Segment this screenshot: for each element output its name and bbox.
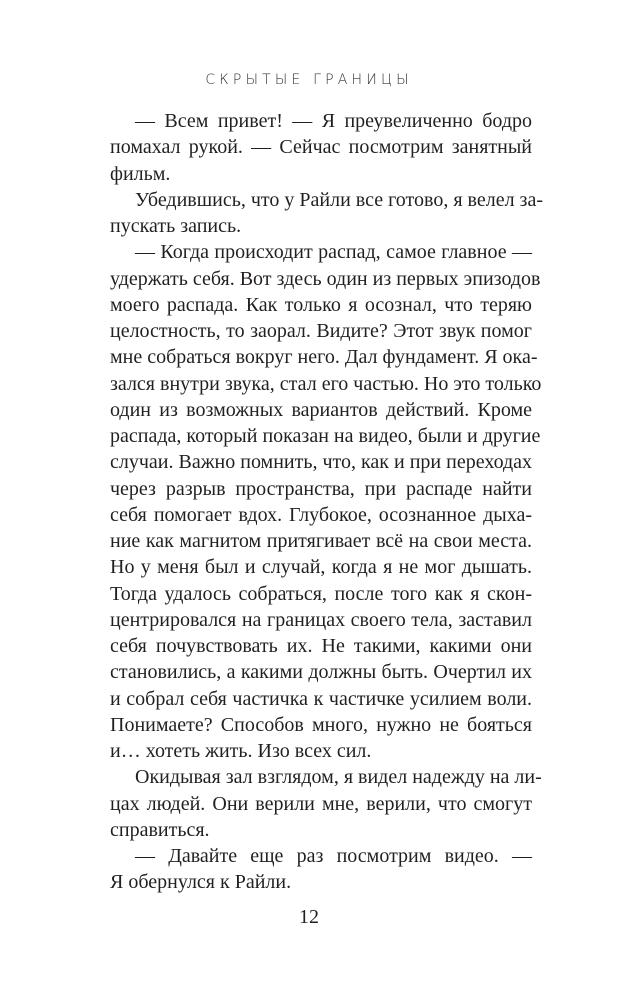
text-line: случаи. Важно помнить, что, как и при переходах xyxy=(110,451,533,474)
paragraph xyxy=(110,187,543,240)
text-line: и… хотеть жить. Изо всех сил. xyxy=(110,740,372,762)
text-line: и собрал себя частичка к частичке усилием воли. xyxy=(110,687,532,710)
text-line: мне собраться вокруг него. Дал фундамент. Я ока- xyxy=(110,346,538,369)
text-line: пускать запись. xyxy=(110,215,242,237)
text-line: Понимаете? Способов много, нужно не бояться xyxy=(110,713,532,736)
paragraph xyxy=(110,843,532,896)
text-line: — Давайте еще раз посмотрим видео. — xyxy=(135,845,532,867)
page-number: 12 xyxy=(299,906,319,928)
text-line: помахал рукой. — Сейчас посмотрим занятный xyxy=(110,136,532,159)
text-line: Но у меня был и случай, когда я не мог дышать. xyxy=(110,556,532,579)
text-line: через разрыв пространства, при распаде найти xyxy=(110,477,532,500)
text-line: себя помогает вдох. Глубокое, осознанное дыха- xyxy=(110,503,532,526)
text-line: фильм. xyxy=(110,162,171,185)
text-line: — Всем привет! — Я преувеличенно бодро xyxy=(135,110,532,132)
text-line: Я обернулся к Райли. xyxy=(110,871,292,894)
text-line: центрировался на границах своего тела, заставил xyxy=(110,608,532,631)
paragraph xyxy=(110,239,542,764)
paragraph xyxy=(110,764,542,843)
text-line: Окидывая зал взглядом, я видел надежду на ли- xyxy=(135,766,542,789)
body-text xyxy=(110,108,543,896)
text-line: Убедившись, что у Райли все готово, я велел за- xyxy=(135,188,543,211)
paragraph xyxy=(110,108,532,187)
text-line: распада, который показан на видео, были и другие xyxy=(110,425,541,447)
text-line: моего распада. Как только я осознал, что теряю xyxy=(110,293,532,316)
running-header: СКРЫТЫЕ ГРАНИЦЫ xyxy=(205,72,413,88)
text-line: себя почувствовать их. Не такими, какими они xyxy=(110,635,532,657)
text-line: справиться. xyxy=(110,818,210,841)
text-line: — Когда происходит распад, самое главное — xyxy=(135,241,532,264)
text-line: один из возможных вариантов действий. Кроме xyxy=(110,398,532,421)
text-line: ние как магнитом притягивает всё на свои места. xyxy=(110,530,532,552)
text-line: удержать себя. Вот здесь один из первых эпизодов xyxy=(110,267,541,290)
text-line: становились, а какими должны быть. Очертил их xyxy=(110,661,532,684)
text-line: цах людей. Они верили мне, верили, что смогут xyxy=(110,792,532,815)
text-line: целостность, то заорал. Видите? Этот звук помог xyxy=(110,320,532,342)
text-line: зался внутри звука, стал его частью. Но это только xyxy=(110,372,542,395)
text-line: Тогда удалось собраться, после того как я скон- xyxy=(110,582,532,605)
